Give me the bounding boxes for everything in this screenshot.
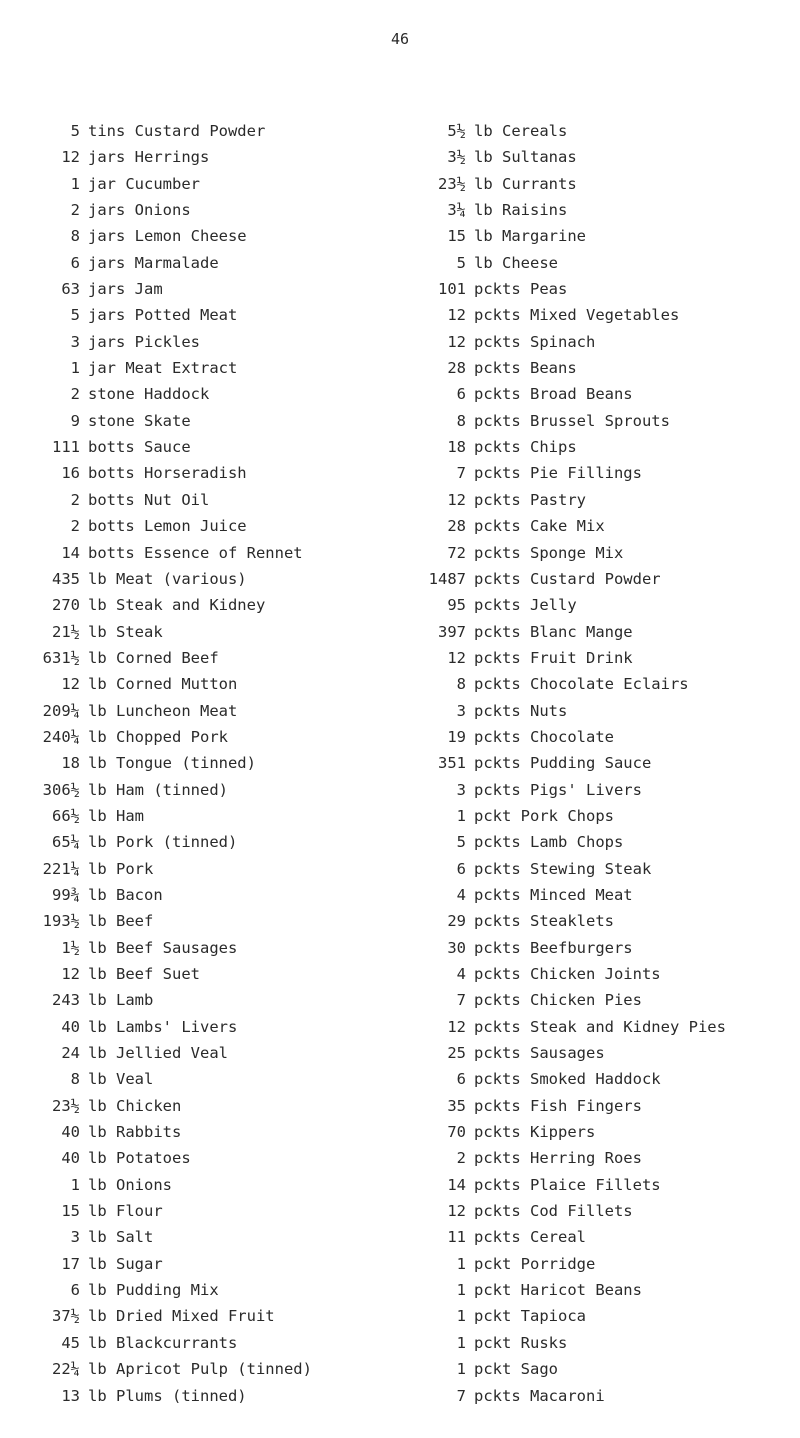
item-description: lb Sugar <box>88 1254 163 1273</box>
item-description: pckts Chips <box>474 438 577 457</box>
list-item <box>418 144 798 170</box>
item-quantity: 306½ <box>42 780 80 799</box>
list-item <box>418 1198 798 1224</box>
item-description: lb Bacon <box>88 885 163 904</box>
item-description: pckts Brussel Sprouts <box>474 411 670 430</box>
item-quantity: 8 <box>70 227 80 246</box>
item-description: jars Potted Meat <box>88 306 238 325</box>
item-description: stone Haddock <box>88 385 210 404</box>
list-item <box>40 434 400 460</box>
item-description: pckts Chocolate <box>474 727 614 746</box>
item-quantity: 24 <box>61 1044 80 1063</box>
list-item <box>40 1066 400 1092</box>
item-description: lb Beef Suet <box>88 965 200 983</box>
item-description: pckts Smoked Haddock <box>474 1070 661 1089</box>
list-item <box>418 671 798 697</box>
item-description: pckts Nuts <box>474 701 568 720</box>
item-quantity: 12 <box>447 1202 466 1221</box>
item-description: lb Chicken <box>88 1096 182 1115</box>
item-quantity: 11 <box>447 1228 466 1247</box>
item-quantity: 7 <box>456 1386 466 1405</box>
item-description: jar Cucumber <box>88 174 200 193</box>
item-quantity: 1 <box>456 1307 466 1326</box>
item-description: lb Sultanas <box>474 148 577 167</box>
list-item <box>418 961 798 987</box>
item-description: lb Dried Mixed Fruit <box>88 1307 275 1326</box>
item-description: jar Meat Extract <box>88 359 238 378</box>
list-item <box>418 1145 798 1171</box>
item-description: lb Jellied Veal <box>88 1044 228 1063</box>
item-description: jars Jam <box>88 280 163 299</box>
item-quantity: 209¼ <box>42 701 80 720</box>
item-description: pckts Plaice Fillets <box>474 1175 661 1194</box>
list-item <box>40 935 400 961</box>
item-description: pckts Spinach <box>474 332 596 351</box>
item-quantity: 12 <box>61 965 80 983</box>
list-item <box>40 750 400 776</box>
item-quantity: 37½ <box>52 1307 80 1326</box>
item-description: pckts Chicken Pies <box>474 991 642 1010</box>
item-quantity: 101 <box>438 280 466 299</box>
item-quantity: 12 <box>61 675 80 694</box>
list-item <box>40 1172 400 1198</box>
item-quantity: 8 <box>456 675 466 694</box>
list-item <box>40 540 400 566</box>
item-quantity: 23½ <box>52 1096 80 1115</box>
item-quantity: 5 <box>70 306 80 325</box>
list-item <box>40 1198 400 1224</box>
item-description: pckts Cod Fillets <box>474 1202 633 1221</box>
list-item <box>418 724 798 750</box>
item-description: stone Skate <box>88 411 191 430</box>
list-item <box>418 276 798 302</box>
item-quantity: 6 <box>70 1281 80 1300</box>
item-quantity: 45 <box>61 1333 80 1352</box>
item-quantity: 1 <box>456 1333 466 1352</box>
list-item <box>40 1383 400 1409</box>
item-description: pckts Macaroni <box>474 1386 605 1405</box>
list-item <box>418 777 798 803</box>
item-quantity: 13 <box>61 1386 80 1405</box>
item-quantity: 1 <box>456 1360 466 1379</box>
item-description: lb Veal <box>88 1070 154 1089</box>
item-quantity: 7 <box>456 464 466 483</box>
list-item <box>418 197 798 223</box>
item-description: lb Corned Mutton <box>88 675 238 694</box>
item-quantity: 95 <box>447 596 466 615</box>
item-quantity: 40 <box>61 1017 80 1036</box>
item-quantity: 435 <box>52 569 80 588</box>
item-quantity: 25 <box>447 1044 466 1063</box>
item-description: lb Lamb <box>88 991 154 1010</box>
item-description: pckts Blanc Mange <box>474 622 633 641</box>
list-item <box>418 829 798 855</box>
list-item <box>40 645 400 671</box>
left-column-list <box>40 118 400 1409</box>
item-quantity: 1 <box>456 1254 466 1273</box>
list-item <box>40 250 400 276</box>
list-item <box>40 987 400 1013</box>
list-item <box>418 513 798 539</box>
item-quantity: 12 <box>447 1017 466 1036</box>
list-item <box>40 355 400 381</box>
list-item <box>40 144 400 170</box>
item-description: pckts Broad Beans <box>474 385 633 404</box>
item-quantity: 3½ <box>447 148 466 167</box>
list-item <box>418 329 798 355</box>
list-item <box>40 1224 400 1250</box>
item-quantity: 12 <box>61 148 80 167</box>
item-description: lb Cheese <box>474 253 558 272</box>
list-item <box>418 882 798 908</box>
item-description: pckt Haricot Beans <box>474 1281 642 1300</box>
item-quantity: 16 <box>61 464 80 483</box>
list-item <box>40 619 400 645</box>
item-quantity: 15 <box>61 1202 80 1221</box>
item-description: jars Marmalade <box>88 253 219 272</box>
item-quantity: 2 <box>70 385 80 404</box>
item-description: lb Potatoes <box>88 1149 191 1168</box>
item-quantity: 15 <box>447 227 466 246</box>
list-item <box>40 381 400 407</box>
list-item <box>40 803 400 829</box>
item-quantity: 28 <box>447 359 466 378</box>
list-item <box>418 355 798 381</box>
item-quantity: 22¼ <box>52 1360 80 1379</box>
item-description: pckts Beefburgers <box>474 938 633 957</box>
item-description: lb Blackcurrants <box>88 1333 238 1352</box>
list-item <box>40 513 400 539</box>
list-item <box>418 250 798 276</box>
item-quantity: 28 <box>447 517 466 536</box>
list-item <box>40 698 400 724</box>
item-description: pckts Sausages <box>474 1044 605 1063</box>
list-item <box>40 1277 400 1303</box>
item-quantity: 1 <box>70 359 80 378</box>
list-item <box>40 856 400 882</box>
item-quantity: 12 <box>447 306 466 325</box>
item-description: lb Ham (tinned) <box>88 780 228 799</box>
list-item <box>40 171 400 197</box>
item-quantity: 14 <box>61 543 80 562</box>
list-item <box>418 118 798 144</box>
list-item <box>40 1303 400 1329</box>
list-item <box>418 698 798 724</box>
list-item <box>40 777 400 803</box>
item-description: lb Apricot Pulp (tinned) <box>88 1360 312 1379</box>
list-item <box>40 671 400 697</box>
item-quantity: 35 <box>447 1096 466 1115</box>
item-quantity: 351 <box>438 754 466 773</box>
item-description: lb Beef Sausages <box>88 938 238 957</box>
item-quantity: 4 <box>456 885 466 904</box>
item-description: pckts Custard Powder <box>474 569 661 588</box>
list-item <box>418 1383 798 1409</box>
item-quantity: 397 <box>438 622 466 641</box>
list-item <box>418 908 798 934</box>
item-description: botts Horseradish <box>88 464 247 483</box>
list-item <box>40 487 400 513</box>
item-description: pckts Pudding Sauce <box>474 754 652 773</box>
list-item <box>40 408 400 434</box>
item-quantity: 12 <box>447 490 466 509</box>
list-item <box>418 592 798 618</box>
list-item <box>418 460 798 486</box>
item-description: lb Lambs' Livers <box>88 1017 238 1036</box>
item-description: pckts Mixed Vegetables <box>474 306 680 325</box>
item-quantity: 3¼ <box>447 201 466 220</box>
item-quantity: 7 <box>456 991 466 1010</box>
item-quantity: 111 <box>52 438 80 457</box>
item-quantity: 1 <box>70 1175 80 1194</box>
item-quantity: 3 <box>70 332 80 351</box>
item-quantity: 30 <box>447 938 466 957</box>
list-item <box>40 1356 400 1382</box>
item-quantity: 2 <box>70 201 80 220</box>
list-item <box>418 1224 798 1250</box>
item-quantity: 5½ <box>447 122 466 140</box>
item-quantity: 63 <box>61 280 80 299</box>
list-item <box>40 1093 400 1119</box>
list-item <box>40 197 400 223</box>
list-item <box>40 1040 400 1066</box>
list-item <box>418 1251 798 1277</box>
item-quantity: 14 <box>447 1175 466 1194</box>
item-quantity: 19 <box>447 727 466 746</box>
item-quantity: 5 <box>456 253 466 272</box>
item-quantity: 6 <box>456 1070 466 1089</box>
list-item <box>418 1040 798 1066</box>
item-description: lb Onions <box>88 1175 172 1194</box>
list-item <box>418 803 798 829</box>
item-description: lb Plums (tinned) <box>88 1386 247 1405</box>
item-description: pckt Pork Chops <box>474 806 614 825</box>
item-description: jars Lemon Cheese <box>88 227 247 246</box>
item-quantity: 23½ <box>438 174 466 193</box>
item-quantity: 1 <box>456 1281 466 1300</box>
right-column-list <box>418 118 798 1409</box>
item-description: lb Beef <box>88 912 154 931</box>
item-description: lb Pudding Mix <box>88 1281 219 1300</box>
item-quantity: 4 <box>456 965 466 983</box>
item-description: pckts Pastry <box>474 490 586 509</box>
item-description: lb Luncheon Meat <box>88 701 238 720</box>
item-description: pckts Fish Fingers <box>474 1096 642 1115</box>
list-item <box>418 171 798 197</box>
list-item <box>418 223 798 249</box>
item-description: pckt Porridge <box>474 1254 596 1273</box>
item-description: pckts Herring Roes <box>474 1149 642 1168</box>
item-description: lb Raisins <box>474 201 568 220</box>
list-item <box>418 1277 798 1303</box>
item-description: pckts Cereal <box>474 1228 586 1247</box>
item-quantity: 66½ <box>52 806 80 825</box>
item-quantity: 2 <box>70 490 80 509</box>
item-description: pckts Kippers <box>474 1123 596 1142</box>
list-item <box>40 829 400 855</box>
item-description: lb Steak <box>88 622 163 641</box>
item-description: pckts Stewing Steak <box>474 859 652 878</box>
item-quantity: 1 <box>70 174 80 193</box>
item-description: pckts Cake Mix <box>474 517 605 536</box>
list-item <box>40 1145 400 1171</box>
item-description: pckts Beans <box>474 359 577 378</box>
list-item <box>40 276 400 302</box>
list-item <box>40 566 400 592</box>
list-item <box>418 619 798 645</box>
item-description: pckts Steak and Kidney Pies <box>474 1017 726 1036</box>
item-description: pckt Sago <box>474 1360 558 1379</box>
item-description: pckts Pie Fillings <box>474 464 642 483</box>
list-item <box>418 935 798 961</box>
item-description: lb Meat (various) <box>88 569 247 588</box>
item-quantity: 72 <box>447 543 466 562</box>
item-description: pckts Jelly <box>474 596 577 615</box>
list-item <box>40 724 400 750</box>
item-description: lb Ham <box>88 806 144 825</box>
item-quantity: 6 <box>456 859 466 878</box>
item-quantity: 5 <box>456 833 466 852</box>
item-quantity: 5 <box>70 122 80 140</box>
item-description: pckts Pigs' Livers <box>474 780 642 799</box>
list-item <box>40 460 400 486</box>
item-quantity: 1 <box>456 806 466 825</box>
item-quantity: 17 <box>61 1254 80 1273</box>
list-item <box>418 1330 798 1356</box>
item-quantity: 29 <box>447 912 466 931</box>
item-quantity: 40 <box>61 1123 80 1142</box>
item-description: jars Pickles <box>88 332 200 351</box>
item-quantity: 631½ <box>42 648 80 667</box>
item-description: botts Sauce <box>88 438 191 457</box>
list-item <box>418 750 798 776</box>
item-quantity: 3 <box>456 701 466 720</box>
item-description: pckts Chicken Joints <box>474 965 661 983</box>
item-description: lb Pork <box>88 859 154 878</box>
item-description: lb Currants <box>474 174 577 193</box>
item-quantity: 18 <box>447 438 466 457</box>
item-quantity: 6 <box>70 253 80 272</box>
list-item <box>418 1119 798 1145</box>
item-quantity: 240¼ <box>42 727 80 746</box>
list-item <box>40 882 400 908</box>
list-item <box>418 540 798 566</box>
list-item <box>418 302 798 328</box>
item-quantity: 1487 <box>428 569 466 588</box>
item-description: lb Margarine <box>474 227 586 246</box>
item-description: botts Essence of Rennet <box>88 543 303 562</box>
item-quantity: 243 <box>52 991 80 1010</box>
list-item <box>418 987 798 1013</box>
item-description: botts Nut Oil <box>88 490 210 509</box>
item-description: tins Custard Powder <box>88 122 266 140</box>
list-item <box>418 1066 798 1092</box>
list-item <box>40 1014 400 1040</box>
item-quantity: 270 <box>52 596 80 615</box>
item-quantity: 70 <box>447 1123 466 1142</box>
item-description: lb Corned Beef <box>88 648 219 667</box>
item-description: pckt Tapioca <box>474 1307 586 1326</box>
item-description: lb Tongue (tinned) <box>88 754 256 773</box>
item-description: jars Onions <box>88 201 191 220</box>
item-quantity: 12 <box>447 332 466 351</box>
item-quantity: 221¼ <box>42 859 80 878</box>
list-item <box>418 566 798 592</box>
list-item <box>40 329 400 355</box>
list-item <box>418 434 798 460</box>
item-quantity: 3 <box>456 780 466 799</box>
list-item <box>418 645 798 671</box>
item-quantity: 2 <box>70 517 80 536</box>
list-item <box>40 223 400 249</box>
list-item <box>40 908 400 934</box>
item-description: pckts Fruit Drink <box>474 648 633 667</box>
list-item <box>40 592 400 618</box>
item-quantity: 9 <box>70 411 80 430</box>
list-item <box>418 487 798 513</box>
item-description: lb Rabbits <box>88 1123 182 1142</box>
item-description: pckts Steaklets <box>474 912 614 931</box>
list-item <box>418 1014 798 1040</box>
item-description: lb Chopped Pork <box>88 727 228 746</box>
page-number: 46 <box>390 30 410 48</box>
list-item <box>418 1172 798 1198</box>
item-quantity: 3 <box>70 1228 80 1247</box>
item-quantity: 8 <box>70 1070 80 1089</box>
list-item <box>418 856 798 882</box>
list-item <box>418 1093 798 1119</box>
item-quantity: 8 <box>456 411 466 430</box>
list-item <box>40 1330 400 1356</box>
item-description: lb Cereals <box>474 122 568 140</box>
list-item <box>40 1119 400 1145</box>
item-description: lb Flour <box>88 1202 163 1221</box>
list-item <box>40 118 400 144</box>
list-item <box>418 1303 798 1329</box>
item-description: lb Pork (tinned) <box>88 833 238 852</box>
list-item <box>40 961 400 987</box>
item-quantity: 99¾ <box>52 885 80 904</box>
item-quantity: 12 <box>447 648 466 667</box>
list-item <box>40 1251 400 1277</box>
list-item <box>418 1356 798 1382</box>
item-description: pckts Lamb Chops <box>474 833 624 852</box>
item-quantity: 1½ <box>61 938 80 957</box>
item-quantity: 40 <box>61 1149 80 1168</box>
item-quantity: 2 <box>456 1149 466 1168</box>
item-description: pckts Minced Meat <box>474 885 633 904</box>
item-quantity: 193½ <box>42 912 80 931</box>
item-description: botts Lemon Juice <box>88 517 247 536</box>
list-item <box>418 381 798 407</box>
item-description: pckt Rusks <box>474 1333 568 1352</box>
item-description: lb Steak and Kidney <box>88 596 266 615</box>
item-quantity: 18 <box>61 754 80 773</box>
list-item <box>418 408 798 434</box>
item-description: jars Herrings <box>88 148 210 167</box>
item-quantity: 65¼ <box>52 833 80 852</box>
item-quantity: 21½ <box>52 622 80 641</box>
item-description: pckts Chocolate Eclairs <box>474 675 689 694</box>
item-description: lb Salt <box>88 1228 154 1247</box>
item-quantity: 6 <box>456 385 466 404</box>
list-item <box>40 302 400 328</box>
item-description: pckts Peas <box>474 280 568 299</box>
item-description: pckts Sponge Mix <box>474 543 624 562</box>
